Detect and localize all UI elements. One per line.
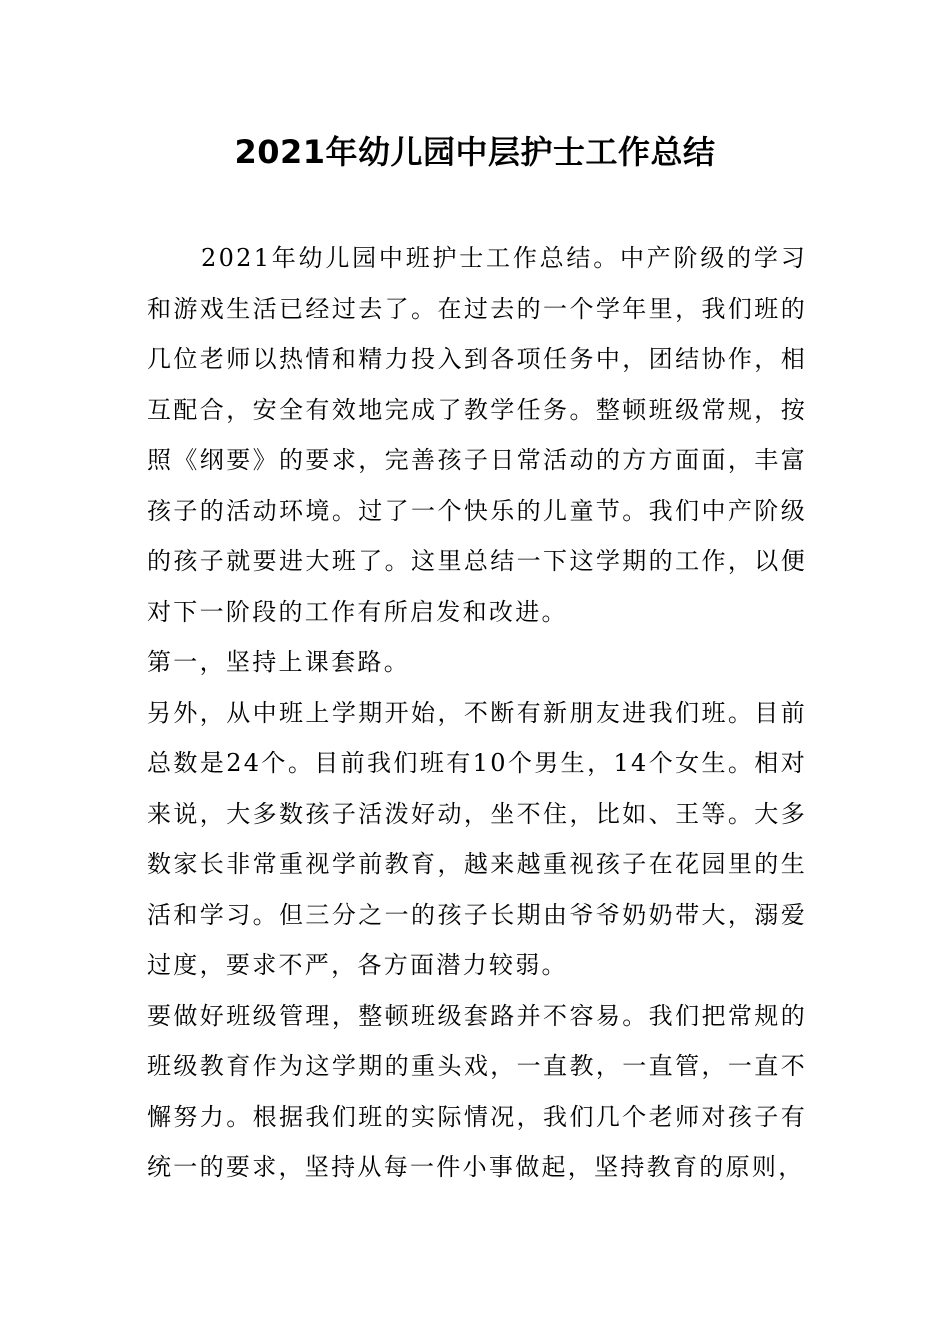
document-title: 2021年幼儿园中层护士工作总结	[234, 133, 716, 171]
paragraph-intro: 2021年幼儿园中班护士工作总结。中产阶级的学习和游戏生活已经过去了。在过去的一个学年里，我们班的几位老师以热情和精力投入到各项任务中，团结协作，相互配合，安全有效地完成了教学任务。整顿班级常规，按照《纲要》的要求，完善孩子日常活动的方方面面，丰富孩子的活动环境。过了一个快乐的儿童节。我们中产阶级的孩子就要进大班了。这里总结一下这学期的工作，以便对下一阶段的工作有所启发和改进。	[147, 244, 807, 626]
document-body	[147, 233, 807, 1193]
paragraph-heading-first: 第一，坚持上课套路。	[147, 648, 410, 676]
paragraph-class-situation: 另外，从中班上学期开始，不断有新朋友进我们班。目前总数是24个。目前我们班有10个男生，14个女生。相对来说，大多数孩子活泼好动，坐不住，比如、王等。大多数家长非常重视学前教育，越来越重视孩子在花园里的生活和学习。但三分之一的孩子长期由爷爷奶奶带大，溺爱过度，要求不严，各方面潜力较弱。	[147, 698, 807, 979]
paragraph-class-management: 要做好班级管理，整顿班级套路并不容易。我们把常规的班级教育作为这学期的重头戏，一直教，一直管，一直不懈努力。根据我们班的实际情况，我们几个老师对孩子有统一的要求，坚持从每一件小事做起，坚持教育的原则，	[147, 1001, 807, 1181]
